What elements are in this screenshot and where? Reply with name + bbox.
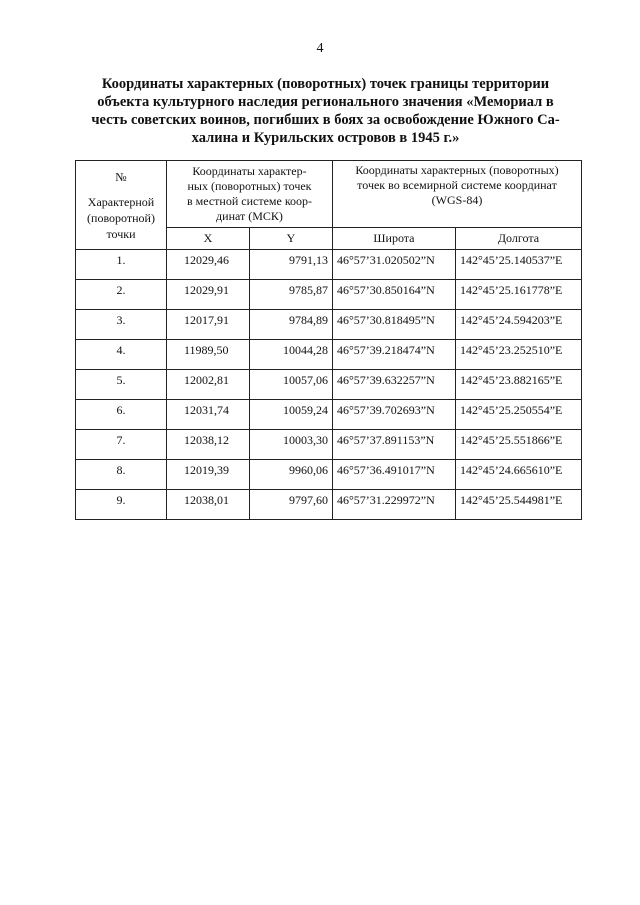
subheader-longitude: Долгота [455, 228, 581, 250]
cell-latitude: 46°57’37.891153”N [333, 430, 456, 460]
subheader-x: X [167, 228, 250, 250]
table-row [76, 490, 582, 520]
header-text: точки [106, 226, 136, 241]
cell-x: 12017,91 [167, 310, 250, 340]
header-text: Характерной [87, 194, 155, 209]
cell-longitude: 142°45’23.882165”E [455, 370, 581, 400]
cell-latitude: 46°57’39.218474”N [333, 340, 456, 370]
document-title [78, 75, 573, 147]
cell-point-number: 9. [76, 490, 167, 520]
cell-latitude: 46°57’30.850164”N [333, 280, 456, 310]
cell-x: 11989,50 [167, 340, 250, 370]
header-text: ных (поворотных) точек [187, 179, 312, 193]
cell-longitude: 142°45’25.161778”E [455, 280, 581, 310]
header-text: в местной системе коор- [186, 194, 313, 208]
cell-longitude: 142°45’25.544981”E [455, 490, 581, 520]
table-row [76, 460, 582, 490]
cell-latitude: 46°57’39.632257”N [333, 370, 456, 400]
cell-longitude: 142°45’24.665610”E [455, 460, 581, 490]
header-point-number [76, 161, 167, 250]
cell-latitude: 46°57’30.818495”N [333, 310, 456, 340]
table-row [76, 310, 582, 340]
table-row [76, 370, 582, 400]
subheader-latitude: Широта [333, 228, 456, 250]
cell-point-number: 8. [76, 460, 167, 490]
cell-point-number: 6. [76, 400, 167, 430]
table-row [76, 430, 582, 460]
table-header-row [76, 161, 582, 228]
header-local-coordinates [167, 161, 333, 228]
cell-x: 12038,01 [167, 490, 250, 520]
cell-longitude: 142°45’24.594203”E [455, 310, 581, 340]
header-text: Координаты характерных (поворотных) [355, 163, 559, 177]
cell-point-number: 5. [76, 370, 167, 400]
table-row [76, 340, 582, 370]
cell-x: 12031,74 [167, 400, 250, 430]
title-line: халина и Курильских островов в 1945 г.» [191, 130, 460, 146]
cell-latitude: 46°57’36.491017”N [333, 460, 456, 490]
cell-longitude: 142°45’23.252510”E [455, 340, 581, 370]
cell-point-number: 2. [76, 280, 167, 310]
page-number: 4 [316, 41, 324, 56]
title-line: объекта культурного наследия регионального значения «Мемориал в [97, 94, 554, 110]
cell-y: 9785,87 [250, 280, 333, 310]
title-line: Координаты характерных (поворотных) точек границы территории [101, 76, 550, 92]
cell-x: 12029,91 [167, 280, 250, 310]
cell-longitude: 142°45’25.551866”E [455, 430, 581, 460]
cell-x: 12019,39 [167, 460, 250, 490]
cell-y: 9960,06 [250, 460, 333, 490]
table-row [76, 280, 582, 310]
header-text: (поворотной) [87, 210, 155, 225]
title-line: честь советских воинов, погибших в боях за освобождение Южного Са- [91, 112, 560, 128]
cell-latitude: 46°57’31.229972”N [333, 490, 456, 520]
header-text: динат (МСК) [216, 209, 283, 223]
cell-y: 9797,60 [250, 490, 333, 520]
cell-longitude: 142°45’25.250554”E [455, 400, 581, 430]
cell-x: 12002,81 [167, 370, 250, 400]
cell-latitude: 46°57’31.020502”N [333, 250, 456, 280]
cell-y: 10044,28 [250, 340, 333, 370]
header-text: № [115, 169, 127, 184]
cell-x: 12029,46 [167, 250, 250, 280]
header-text: (WGS-84) [431, 193, 483, 207]
cell-point-number: 1. [76, 250, 167, 280]
header-text: Координаты характер- [192, 164, 307, 178]
table-body [76, 250, 582, 520]
cell-point-number: 3. [76, 310, 167, 340]
header-wgs-coordinates [333, 161, 582, 228]
header-text: точек во всемирной системе координат [357, 178, 557, 192]
table-row [76, 250, 582, 280]
cell-y: 10003,30 [250, 430, 333, 460]
cell-y: 9784,89 [250, 310, 333, 340]
cell-point-number: 7. [76, 430, 167, 460]
cell-x: 12038,12 [167, 430, 250, 460]
cell-y: 9791,13 [250, 250, 333, 280]
subheader-y: Y [250, 228, 333, 250]
cell-latitude: 46°57’39.702693”N [333, 400, 456, 430]
table-row [76, 400, 582, 430]
cell-point-number: 4. [76, 340, 167, 370]
cell-y: 10057,06 [250, 370, 333, 400]
cell-longitude: 142°45’25.140537”E [455, 250, 581, 280]
coordinates-table [75, 160, 582, 520]
cell-y: 10059,24 [250, 400, 333, 430]
